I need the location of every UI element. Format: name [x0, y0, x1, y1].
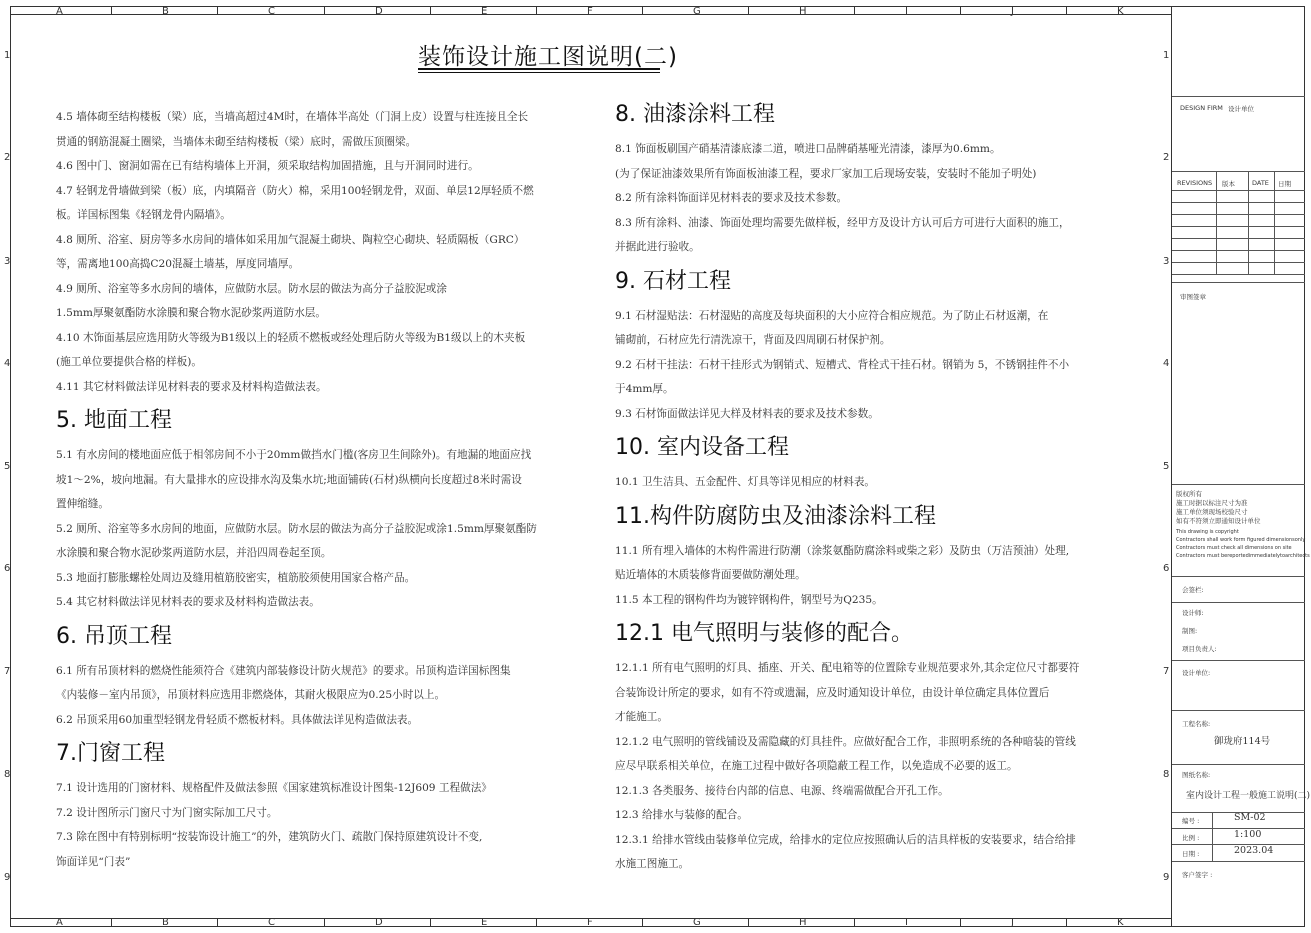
note-line: 4.7 轻钢龙骨墙做到梁（板）底，内填隔音（防火）棉，采用100轻钢龙骨，双面、单层12厚轻质不燃	[56, 184, 534, 197]
grid-row-7: 7	[4, 666, 11, 677]
note-line: 10.1 卫生洁具、五金配件、灯具等详见相应的材料表。	[615, 476, 876, 488]
scale-value: 1:100	[1234, 829, 1262, 840]
note-line: (施工单位要提供合格的样板)。	[56, 356, 202, 368]
note-line: 4.9 厕所、浴室等多水房间的墙体，应做防水层。防水层的做法为高分子益胶泥或涂	[56, 282, 447, 295]
note-line: 并据此进行验收。	[615, 241, 700, 253]
grid-row-4: 4	[4, 358, 11, 369]
note-line: 4.10 木饰面基层应选用防火等级为B1级以上的轻质不燃板或经处理后防火等级为B1级以上的木夹板	[56, 331, 526, 344]
grid-tick	[536, 919, 537, 927]
note-line: 7.2 设计图所示门窗尺寸为门窗实际加工尺寸。	[56, 806, 278, 819]
design-firm-cn-label: 设计单位	[1228, 105, 1254, 113]
grid-column-D: D	[375, 6, 383, 17]
note-line: 4.11 其它材料做法详见材料表的要求及材料构造做法表。	[56, 380, 327, 393]
note-line: 11.5 本工程的钢构件均为镀锌钢构件，钢型号为Q235。	[615, 593, 883, 606]
grid-row-7: 7	[1163, 666, 1170, 677]
grid-column-I: I	[905, 6, 908, 17]
grid-column-H: H	[799, 917, 807, 928]
design-unit-label: 设计单位:	[1182, 669, 1211, 677]
note-line: 12.1.2 电气照明的管线铺设及需隐藏的灯具挂件。应做好配合工作，非照明系统的各种暗装的管线	[615, 735, 1076, 748]
grid-tick	[748, 919, 749, 927]
note-line: 4.8 厕所、浴室、厨房等多水房间的墙体如采用加气混凝土砌块、陶粒空心砌块、轻质隔板（GRC）	[56, 233, 525, 246]
grid-tick	[854, 919, 855, 927]
section-heading: 6. 吊顶工程	[56, 623, 172, 649]
grid-row-6: 6	[4, 563, 11, 574]
grid-tick	[430, 919, 431, 927]
grid-column-F: F	[587, 917, 593, 928]
grid-row-8: 8	[4, 769, 11, 780]
grid-column-B: B	[162, 6, 169, 17]
note-line: 应尽早联系相关单位，在施工过程中做好各项隐蔽工程工作，以免造成不必要的返工。	[615, 760, 1018, 772]
grid-row-6: 6	[1163, 563, 1170, 574]
grid-row-9: 9	[1163, 872, 1170, 883]
revision-date-cn-label: 日期	[1278, 180, 1291, 188]
grid-tick	[960, 6, 961, 14]
title-underline-thin	[418, 72, 660, 73]
note-line: 板。详国标图集《轻钢龙骨内隔墙》。	[56, 209, 231, 221]
grid-row-5: 5	[1163, 461, 1170, 472]
note-line: 7.1 设计选用的门窗材料、规格配件及做法参照《国家建筑标准设计图集-12J609 工程做法》	[56, 782, 492, 794]
note-line: 饰面详见“门表”	[56, 855, 131, 868]
grid-tick	[430, 6, 431, 14]
grid-column-G: G	[693, 917, 701, 928]
note-line: 12.1.3 各类服务、接待台内部的信息、电源、终端需做配合开孔工作。	[615, 784, 949, 797]
drafter-label: 制图:	[1182, 627, 1198, 635]
date-value: 2023.04	[1234, 845, 1274, 856]
grid-column-A: A	[56, 917, 63, 928]
note-line: 8.1 饰面板刷国产硝基清漆底漆二道，喷进口品牌硝基哑光清漆，漆厚为0.6mm。	[615, 143, 1001, 155]
note-line: 8.2 所有涂料饰面详见材料表的要求及技术参数。	[615, 192, 848, 204]
revision-version-label: 版本	[1222, 180, 1235, 188]
countersign-label: 会签栏:	[1182, 586, 1204, 594]
left-notes-column	[56, 105, 537, 874]
note-line: 12.1.1 所有电气照明的灯具、插座、开关、配电箱等的位置除专业规范要求外,其余定位尺寸都要符	[615, 662, 1080, 674]
note-line: 1.5mm厚聚氨酯防水涂膜和聚合物水泥砂浆两道防水层。	[56, 307, 326, 319]
designer-label: 设计师:	[1182, 609, 1204, 617]
note-line: 9.3 石材饰面做法详见大样及材料表的要求及技术参数。	[615, 407, 879, 420]
note-line: 8.3 所有涂料、油漆、饰面处理均需要先做样板，经甲方及设计方认可后方可进行大面积的施工，	[615, 216, 1070, 229]
grid-column-H: H	[799, 6, 807, 17]
grid-column-K: K	[1117, 917, 1124, 928]
note-line: 才能施工。	[615, 711, 668, 723]
grid-tick	[111, 6, 112, 14]
date-label: 日期 :	[1182, 850, 1200, 858]
note-line: 9.2 石材干挂法：石材干挂形式为钢销式、短槽式、背栓式干挂石材。钢销为 5，不锈钢挂件不小	[615, 358, 1070, 371]
grid-row-9: 9	[4, 872, 11, 883]
right-notes-column	[615, 93, 1079, 877]
grid-column-C: C	[268, 6, 275, 17]
grid-tick	[536, 6, 537, 14]
section-heading: 10. 室内设备工程	[615, 435, 789, 460]
note-line: (为了保证油漆效果所有饰面板油漆工程，要求厂家加工后现场安装，安装时不能加子明处)	[615, 167, 1037, 180]
grid-column-G: G	[693, 6, 701, 17]
grid-row-5: 5	[4, 461, 11, 472]
grid-tick	[324, 6, 325, 14]
revisions-label: REVISIONS	[1177, 179, 1213, 187]
grid-row-1: 1	[4, 50, 11, 61]
drawing-name-value: 室内设计工程一般施工说明(二)	[1186, 791, 1311, 801]
note-line: 6.1 所有吊顶材料的燃烧性能须符合《建筑内部装修设计防火规范》的要求。吊顶构造详国标图集	[56, 664, 511, 677]
grid-column-C: C	[268, 917, 275, 928]
note-line: 水施工图施工。	[615, 858, 690, 870]
grid-column-J: J	[1011, 917, 1014, 928]
section-heading: 8. 油漆涂料工程	[615, 102, 775, 127]
revision-date-label: DATE	[1252, 179, 1269, 187]
note-line: 12.3 给排水与装修的配合。	[615, 809, 748, 821]
review-stamp-label: 审图签章	[1180, 293, 1206, 301]
grid-tick	[217, 919, 218, 927]
grid-column-A: A	[56, 6, 63, 17]
client-sign-label: 客户签字 :	[1182, 871, 1213, 879]
grid-column-D: D	[375, 917, 383, 928]
note-line: 11.1 所有埋入墙体的木构件需进行防潮（涂浆氨酯防腐涂料或柴之彩）及防虫（万洁预油）处理,	[615, 544, 1070, 557]
grid-tick	[111, 919, 112, 927]
note-line: 5.1 有水房间的楼地面应低于相邻房间不小于20mm做挡水门槛(客房卫生间除外)。有地漏的地面应找	[56, 449, 532, 461]
section-heading: 7.门窗工程	[56, 741, 165, 766]
grid-row-3: 3	[1163, 256, 1170, 267]
grid-tick	[1066, 6, 1067, 14]
grid-column-I: I	[905, 917, 908, 928]
grid-tick	[854, 6, 855, 14]
design-firm-label: DESIGN FIRM	[1180, 104, 1223, 112]
grid-column-E: E	[481, 6, 488, 17]
note-line: 贯通的钢筋混凝土圈梁，当墙体未砌至结构楼板（梁）底时，需做压顶圈梁。	[56, 135, 417, 148]
grid-row-4: 4	[1163, 358, 1170, 369]
grid-tick	[748, 6, 749, 14]
note-line: 5.3 地面打膨胀螺栓处周边及缝用植筋胶密实，植筋胶须使用国家合格产品。	[56, 571, 416, 584]
title-underline	[418, 68, 660, 70]
top-inner-border	[10, 14, 1171, 15]
title-block	[1171, 6, 1311, 927]
number-value: SM-02	[1234, 812, 1266, 823]
note-line: 等，需离地100高捣C20混凝土墙基，厚度同墙厚。	[56, 258, 300, 270]
note-line: 坡1～2%，坡向地漏。有大量排水的应设排水沟及集水坑;地面铺砖(石材)纵横向长度超过8米时需设	[56, 473, 522, 486]
note-line: 铺砌前，石材应先行清洗凉干，背面及四周刷石材保护剂。	[615, 334, 891, 346]
note-line: 7.3 除在图中有特别标明“按装饰设计施工”的外，建筑防火门、疏散门保持原建筑设计不变,	[56, 831, 483, 843]
note-line: 6.2 吊顶采用60加重型轻钢龙骨轻质不燃板材料。具体做法详见构造做法表。	[56, 713, 419, 726]
note-line: 5.4 其它材料做法详见材料表的要求及材料构造做法表。	[56, 596, 320, 608]
note-line: 于4mm厚。	[615, 383, 674, 395]
grid-tick	[1066, 919, 1067, 927]
note-line: 4.5 墙体砌至结构楼板（梁）底，当墙高超过4M时，在墙体半高处（门洞上皮）设置与柱连接且全长	[56, 111, 529, 123]
drawing-name-label: 图纸名称:	[1182, 771, 1211, 779]
page-title: 装饰设计施工图说明(二)	[418, 44, 678, 70]
grid-tick	[642, 6, 643, 14]
grid-row-2: 2	[4, 152, 11, 163]
number-label: 编号 :	[1182, 817, 1200, 825]
grid-column-B: B	[162, 917, 169, 928]
grid-row-1: 1	[1163, 50, 1170, 61]
grid-tick	[642, 919, 643, 927]
grid-row-3: 3	[4, 256, 11, 267]
project-lead-label: 项目负责人:	[1182, 645, 1217, 653]
note-line: 《内装修－室内吊顶》，吊顶材料应选用非燃烧体，其耐火极限应为0.25小时以上。	[56, 689, 446, 701]
note-line: 5.2 厕所、浴室等多水房间的地面，应做防水层。防水层的做法为高分子益胶泥或涂1.5mm厚聚氨酯防	[56, 522, 537, 535]
grid-column-E: E	[481, 917, 488, 928]
bottom-inner-border	[10, 918, 1171, 919]
project-name-value: 御珑府114号	[1214, 736, 1271, 747]
note-line: 12.3.1 给排水管线由装修单位完成，给排水的定位应按照确认后的洁具样板的安装要求，结合给排	[615, 833, 1076, 846]
grid-column-K: K	[1117, 6, 1124, 17]
grid-tick	[324, 919, 325, 927]
note-line: 水涂膜和聚合物水泥砂浆两道防水层，并沿四周卷起至顶。	[56, 547, 332, 559]
note-line: 置伸缩缝。	[56, 498, 109, 510]
grid-row-8: 8	[1163, 769, 1170, 780]
grid-column-J: J	[1011, 6, 1014, 17]
section-heading: 12.1 电气照明与装修的配合。	[615, 621, 913, 646]
grid-row-2: 2	[1163, 152, 1170, 163]
project-name-label: 工程名称:	[1182, 720, 1211, 728]
note-line: 合装饰设计所定的要求，如有不符或遗漏，应及时通知设计单位，由设计单位确定具体位置后	[615, 686, 1050, 699]
note-line: 贴近墙体的木质装修背面要做防潮处理。	[615, 569, 806, 581]
section-heading: 11.构件防腐防虫及油漆涂料工程	[615, 503, 936, 529]
section-heading: 5. 地面工程	[56, 408, 172, 433]
grid-tick	[217, 6, 218, 14]
grid-column-F: F	[587, 6, 593, 17]
section-heading: 9. 石材工程	[615, 268, 731, 294]
scale-label: 比例 :	[1182, 834, 1200, 842]
note-line: 4.6 图中门、窗洞如需在已有结构墙体上开洞，须采取结构加固措施，且与开洞同时进行。	[56, 160, 479, 172]
copyright-block: 版权所有 施工时据以标注尺寸为准 施工单位须现场校验尺寸 如有不符须立即通知设计单位 This drawing is copyright Contractors shall work form figured dimensionsonly Contractors must check all dimensions on site Contractors must bereportedimmediatelytoarchitects	[1176, 490, 1310, 559]
note-line: 9.1 石材湿贴法：石材湿贴的高度及每块面积的大小应符合相应规范。为了防止石材返潮，在	[615, 309, 1049, 322]
grid-tick	[960, 919, 961, 927]
